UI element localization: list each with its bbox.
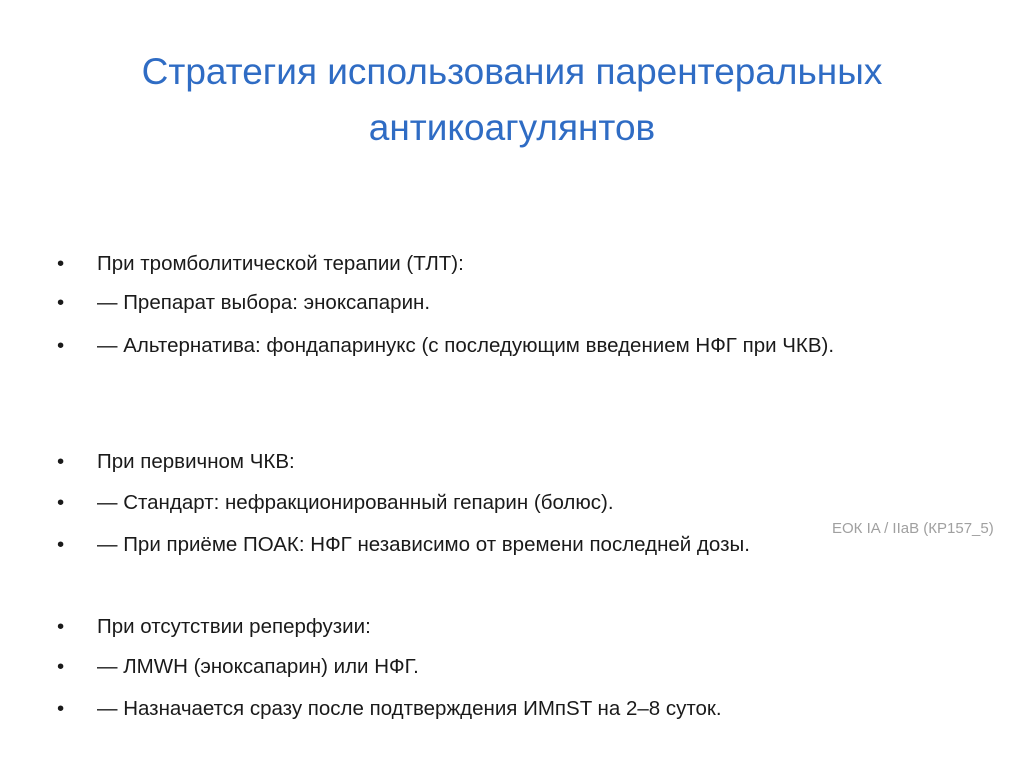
bullet-text: — Альтернатива: фондапаринукс (с последующим введением НФГ при ЧКВ). <box>97 334 835 357</box>
bullet-item <box>57 651 957 682</box>
bullet-item <box>57 287 957 318</box>
bullet-text: — Стандарт: нефракционированный гепарин (болюс). <box>97 491 614 514</box>
slide-title-line-2: антикоагулянтов <box>368 107 656 148</box>
slide-title-line-1: Стратегия использования парентеральных <box>141 51 883 92</box>
bullet-marker: • <box>57 252 65 275</box>
bullet-item <box>57 446 957 477</box>
evidence-note: ЕОК IA / IIaB (КР157_5) <box>832 520 994 537</box>
bullet-item <box>57 248 957 279</box>
bullet-marker: • <box>57 291 65 314</box>
bullet-text: При тромболитической терапии (ТЛТ): <box>97 252 464 275</box>
bullet-text: При первичном ЧКВ: <box>97 450 295 473</box>
bullet-text: — Назначается сразу после подтверждения ИМпST на 2–8 суток. <box>97 697 722 720</box>
bullet-text: — ЛМWH (эноксапарин) или НФГ. <box>97 655 419 678</box>
bullet-marker: • <box>57 697 65 720</box>
bullet-marker: • <box>57 450 65 473</box>
bullet-item <box>57 693 957 724</box>
bullet-marker: • <box>57 615 65 638</box>
bullet-text: — При приёме ПОАК: НФГ независимо от времени последней дозы. <box>97 533 750 556</box>
bullet-item <box>57 330 957 361</box>
bullet-marker: • <box>57 655 65 678</box>
bullet-marker: • <box>57 491 65 514</box>
bullet-item <box>57 487 957 518</box>
bullet-marker: • <box>57 533 65 556</box>
bullet-text: При отсутствии реперфузии: <box>97 615 371 638</box>
bullet-marker: • <box>57 334 65 357</box>
bullet-text: — Препарат выбора: эноксапарин. <box>97 291 431 314</box>
bullet-item <box>57 611 957 642</box>
bullet-item <box>57 529 957 560</box>
